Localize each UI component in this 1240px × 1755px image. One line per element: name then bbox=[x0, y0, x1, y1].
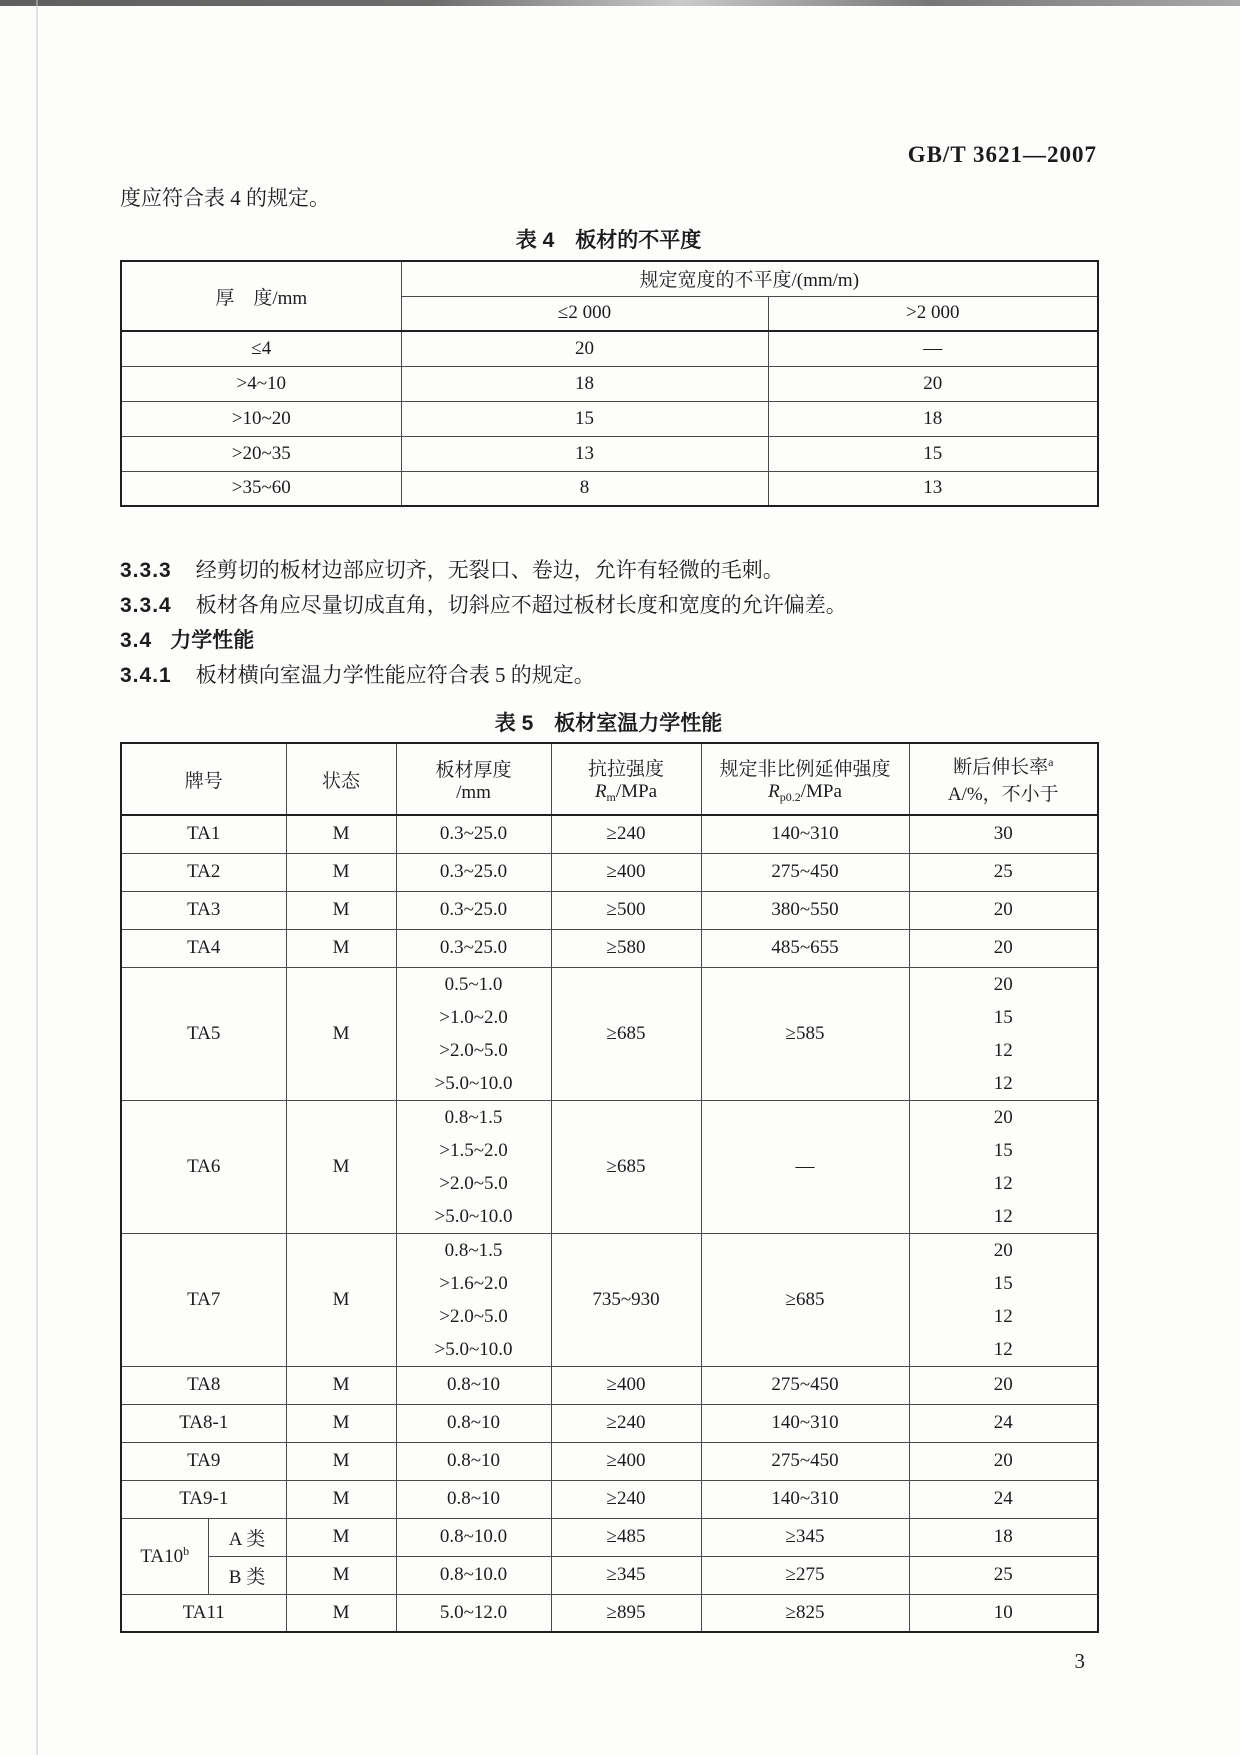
table-row bbox=[121, 815, 1098, 853]
cell-grade: TA9 bbox=[121, 1442, 286, 1480]
cell-grade: TA8 bbox=[121, 1366, 286, 1404]
cell-rm: ≥240 bbox=[551, 1404, 701, 1442]
cell-elongation-list bbox=[909, 1100, 1098, 1233]
cell-rp: ≥585 bbox=[701, 967, 909, 1100]
cell-elongation-list bbox=[909, 967, 1098, 1100]
cell-thickness: 0.3~25.0 bbox=[396, 891, 551, 929]
elongation-line: 20 bbox=[993, 1106, 1013, 1128]
table4-cell-le2000: 13 bbox=[401, 436, 768, 471]
symbol-R: R bbox=[594, 780, 607, 802]
table4-cell-thickness: ≤4 bbox=[121, 331, 401, 366]
header-line: 抗拉强度 bbox=[588, 758, 665, 780]
cell-thickness-list bbox=[396, 967, 551, 1100]
section-number: 3.3.4 bbox=[120, 594, 172, 617]
cell-rp: 140~310 bbox=[701, 815, 909, 853]
section-3-3-4 bbox=[120, 588, 1097, 623]
cell-state: M bbox=[286, 1594, 396, 1632]
section-text: 板材各角应尽量切成直角，切斜应不超过板材长度和宽度的允许偏差。 bbox=[195, 593, 847, 617]
subscript-p02: p0.2 bbox=[779, 789, 801, 804]
header-line bbox=[702, 781, 909, 805]
cell-rm: ≥685 bbox=[551, 967, 701, 1100]
cell-rp: 140~310 bbox=[701, 1404, 909, 1442]
elongation-line: 12 bbox=[993, 1172, 1013, 1194]
cell-elongation: 24 bbox=[909, 1404, 1098, 1442]
cell-rp: 140~310 bbox=[701, 1480, 909, 1518]
table-row bbox=[121, 1594, 1098, 1632]
section-text: 板材横向室温力学性能应符合表 5 的规定。 bbox=[195, 663, 595, 687]
table4-cell-gt2000: 15 bbox=[768, 436, 1098, 471]
table4-flatness bbox=[120, 260, 1099, 507]
cell-rm: ≥400 bbox=[551, 1442, 701, 1480]
table5-header-elongation bbox=[909, 743, 1098, 815]
table4-cell-thickness: >4~10 bbox=[121, 366, 401, 401]
table-row bbox=[121, 331, 1098, 366]
cell-grade: TA11 bbox=[121, 1594, 286, 1632]
cell-thickness: 0.3~25.0 bbox=[396, 853, 551, 891]
header-line: /mm bbox=[456, 781, 491, 803]
table-row bbox=[121, 1404, 1098, 1442]
table-row-group bbox=[121, 967, 1098, 1100]
table4-header-thickness: 厚 度/mm bbox=[121, 261, 401, 331]
header-line: 规定非比例延伸强度 bbox=[719, 758, 891, 780]
section-3-4-1 bbox=[120, 658, 1097, 693]
cell-state: M bbox=[286, 891, 396, 929]
table4-header-group: 规定宽度的不平度/(mm/m) bbox=[401, 261, 1098, 296]
cell-state: M bbox=[286, 1366, 396, 1404]
cell-grade: TA4 bbox=[121, 929, 286, 967]
cell-elongation: 25 bbox=[909, 1556, 1098, 1594]
table4-cell-gt2000: 13 bbox=[768, 471, 1098, 506]
thickness-line: 0.8~1.5 bbox=[444, 1239, 503, 1261]
cell-rp: ≥825 bbox=[701, 1594, 909, 1632]
table5-header-state: 状态 bbox=[286, 743, 396, 815]
cell-rp: — bbox=[701, 1100, 909, 1233]
cell-rp: 275~450 bbox=[701, 1442, 909, 1480]
section-title: 力学性能 bbox=[170, 629, 255, 652]
elongation-line: 20 bbox=[993, 1239, 1013, 1261]
cell-grade: TA7 bbox=[121, 1233, 286, 1366]
cell-state: M bbox=[286, 929, 396, 967]
elongation-line: 12 bbox=[993, 1072, 1013, 1094]
cell-elongation-list bbox=[909, 1233, 1098, 1366]
cell-thickness: 0.8~10.0 bbox=[396, 1556, 551, 1594]
cell-thickness-list bbox=[396, 1100, 551, 1233]
subscript-m: m bbox=[606, 789, 616, 804]
cell-grade-ta10 bbox=[121, 1518, 208, 1594]
cell-thickness: 0.8~10 bbox=[396, 1366, 551, 1404]
cell-state: M bbox=[286, 1480, 396, 1518]
page-number: 3 bbox=[1074, 1649, 1085, 1673]
elongation-line: 20 bbox=[993, 973, 1013, 995]
table4-cell-gt2000: 18 bbox=[768, 401, 1098, 436]
table5-header-grade: 牌号 bbox=[121, 743, 286, 815]
cell-thickness: 0.8~10 bbox=[396, 1480, 551, 1518]
cell-rm: ≥500 bbox=[551, 891, 701, 929]
elongation-line: 12 bbox=[993, 1039, 1013, 1061]
cell-elongation: 24 bbox=[909, 1480, 1098, 1518]
table4-header-le2000: ≤2 000 bbox=[401, 296, 768, 331]
table5-mechanical-properties bbox=[120, 742, 1099, 1633]
cell-state: M bbox=[286, 1100, 396, 1233]
table4-cell-gt2000: 20 bbox=[768, 366, 1098, 401]
cell-grade: TA3 bbox=[121, 891, 286, 929]
table4-cell-le2000: 18 bbox=[401, 366, 768, 401]
cell-thickness: 0.8~10 bbox=[396, 1404, 551, 1442]
header-line: 板材厚度 bbox=[435, 759, 512, 781]
cell-elongation: 25 bbox=[909, 853, 1098, 891]
cell-rm: ≥345 bbox=[551, 1556, 701, 1594]
table4-cell-le2000: 8 bbox=[401, 471, 768, 506]
scan-artifact-left-edge bbox=[36, 0, 38, 1755]
footnote-a-marker: a bbox=[1048, 755, 1054, 769]
intro-text: 度应符合表 4 的规定。 bbox=[120, 186, 330, 210]
table-row bbox=[121, 366, 1098, 401]
unit-mpa: /MPa bbox=[800, 780, 842, 802]
cell-rp: ≥345 bbox=[701, 1518, 909, 1556]
table4-cell-le2000: 15 bbox=[401, 401, 768, 436]
table4-cell-thickness: >35~60 bbox=[121, 471, 401, 506]
table-row bbox=[121, 1480, 1098, 1518]
table-row bbox=[121, 891, 1098, 929]
table4-cell-le2000: 20 bbox=[401, 331, 768, 366]
header-line bbox=[552, 781, 701, 805]
header-line bbox=[910, 752, 1098, 779]
cell-state: M bbox=[286, 1442, 396, 1480]
cell-grade: TA5 bbox=[121, 967, 286, 1100]
thickness-line: >5.0~10.0 bbox=[434, 1338, 513, 1360]
cell-elongation: 20 bbox=[909, 929, 1098, 967]
elongation-line: 15 bbox=[993, 1272, 1013, 1294]
table-row-group bbox=[121, 1233, 1098, 1366]
table4-caption: 表 4 板材的不平度 bbox=[515, 229, 702, 252]
cell-rm: ≥400 bbox=[551, 1366, 701, 1404]
cell-rp: 380~550 bbox=[701, 891, 909, 929]
thickness-line: 0.5~1.0 bbox=[444, 973, 503, 995]
unit-mpa: /MPa bbox=[615, 780, 658, 802]
cell-grade: TA2 bbox=[121, 853, 286, 891]
section-number: 3.4 bbox=[120, 629, 153, 652]
cell-thickness: 0.3~25.0 bbox=[396, 929, 551, 967]
standard-number: GB/T 3621—2007 bbox=[907, 142, 1097, 167]
table-row bbox=[121, 436, 1098, 471]
table-row bbox=[121, 1442, 1098, 1480]
cell-rm: ≥400 bbox=[551, 853, 701, 891]
cell-thickness: 0.8~10.0 bbox=[396, 1518, 551, 1556]
section-3-4-heading bbox=[120, 623, 1097, 658]
table-row-group bbox=[121, 1100, 1098, 1233]
symbol-R: R bbox=[768, 780, 780, 802]
cell-state: M bbox=[286, 1556, 396, 1594]
cell-rp: ≥275 bbox=[701, 1556, 909, 1594]
thickness-line: >1.6~2.0 bbox=[439, 1272, 508, 1294]
thickness-line: >1.5~2.0 bbox=[439, 1139, 508, 1161]
cell-state: M bbox=[286, 1518, 396, 1556]
table4-cell-gt2000: — bbox=[768, 331, 1098, 366]
cell-state: M bbox=[286, 815, 396, 853]
table5-header-rp bbox=[701, 743, 909, 815]
cell-thickness: 5.0~12.0 bbox=[396, 1594, 551, 1632]
thickness-line: >5.0~10.0 bbox=[434, 1072, 513, 1094]
cell-grade: TA6 bbox=[121, 1100, 286, 1233]
section-number: 3.3.3 bbox=[120, 559, 172, 582]
elongation-line: 12 bbox=[993, 1338, 1013, 1360]
table5-header-rm bbox=[551, 743, 701, 815]
table-row bbox=[121, 853, 1098, 891]
cell-rm: ≥240 bbox=[551, 1480, 701, 1518]
table-row bbox=[121, 471, 1098, 506]
scan-artifact-top bbox=[0, 0, 1240, 6]
cell-rp: 485~655 bbox=[701, 929, 909, 967]
table4-cell-thickness: >10~20 bbox=[121, 401, 401, 436]
cell-rp: ≥685 bbox=[701, 1233, 909, 1366]
cell-rp: 275~450 bbox=[701, 853, 909, 891]
table4-header-gt2000: >2 000 bbox=[768, 296, 1098, 331]
section-text: 经剪切的板材边部应切齐，无裂口、卷边，允许有轻微的毛刺。 bbox=[195, 558, 784, 582]
thickness-line: >2.0~5.0 bbox=[439, 1039, 508, 1061]
cell-grade: TA1 bbox=[121, 815, 286, 853]
cell-rm: ≥685 bbox=[551, 1100, 701, 1233]
cell-class: A 类 bbox=[208, 1518, 286, 1556]
elongation-line: 12 bbox=[993, 1205, 1013, 1227]
cell-elongation: 20 bbox=[909, 1442, 1098, 1480]
table-row bbox=[121, 1556, 1098, 1594]
cell-grade: TA8-1 bbox=[121, 1404, 286, 1442]
table4-cell-thickness: >20~35 bbox=[121, 436, 401, 471]
cell-state: M bbox=[286, 967, 396, 1100]
table5-caption: 表 5 板材室温力学性能 bbox=[494, 712, 723, 735]
header-line: A/%，不小于 bbox=[947, 784, 1059, 805]
elongation-line: 12 bbox=[993, 1305, 1013, 1327]
thickness-line: >2.0~5.0 bbox=[439, 1172, 508, 1194]
cell-thickness-list bbox=[396, 1233, 551, 1366]
thickness-line: >5.0~10.0 bbox=[434, 1205, 513, 1227]
table-row bbox=[121, 1366, 1098, 1404]
thickness-line: 0.8~1.5 bbox=[444, 1106, 503, 1128]
cell-class: B 类 bbox=[208, 1556, 286, 1594]
cell-rm: ≥485 bbox=[551, 1518, 701, 1556]
elongation-title: 断后伸长率 bbox=[953, 757, 1049, 778]
elongation-line: 15 bbox=[993, 1006, 1013, 1028]
grade-base: TA10 bbox=[140, 1546, 184, 1567]
section-3-3-3 bbox=[120, 553, 1097, 588]
cell-elongation: 18 bbox=[909, 1518, 1098, 1556]
table-row bbox=[121, 929, 1098, 967]
cell-rp: 275~450 bbox=[701, 1366, 909, 1404]
table5-header-thickness bbox=[396, 743, 551, 815]
cell-state: M bbox=[286, 1233, 396, 1366]
cell-rm: ≥580 bbox=[551, 929, 701, 967]
cell-thickness: 0.3~25.0 bbox=[396, 815, 551, 853]
cell-rm: 735~930 bbox=[551, 1233, 701, 1366]
thickness-line: >1.0~2.0 bbox=[439, 1006, 508, 1028]
cell-elongation: 10 bbox=[909, 1594, 1098, 1632]
cell-rm: ≥240 bbox=[551, 815, 701, 853]
cell-elongation: 30 bbox=[909, 815, 1098, 853]
table-row bbox=[121, 1518, 1098, 1556]
cell-elongation: 20 bbox=[909, 891, 1098, 929]
cell-elongation: 20 bbox=[909, 1366, 1098, 1404]
footnote-b-marker: b bbox=[183, 1544, 190, 1558]
cell-state: M bbox=[286, 1404, 396, 1442]
thickness-line: >2.0~5.0 bbox=[439, 1305, 508, 1327]
section-number: 3.4.1 bbox=[120, 664, 172, 687]
elongation-line: 15 bbox=[993, 1139, 1013, 1161]
cell-rm: ≥895 bbox=[551, 1594, 701, 1632]
table-row bbox=[121, 401, 1098, 436]
cell-grade: TA9-1 bbox=[121, 1480, 286, 1518]
cell-state: M bbox=[286, 853, 396, 891]
cell-thickness: 0.8~10 bbox=[396, 1442, 551, 1480]
